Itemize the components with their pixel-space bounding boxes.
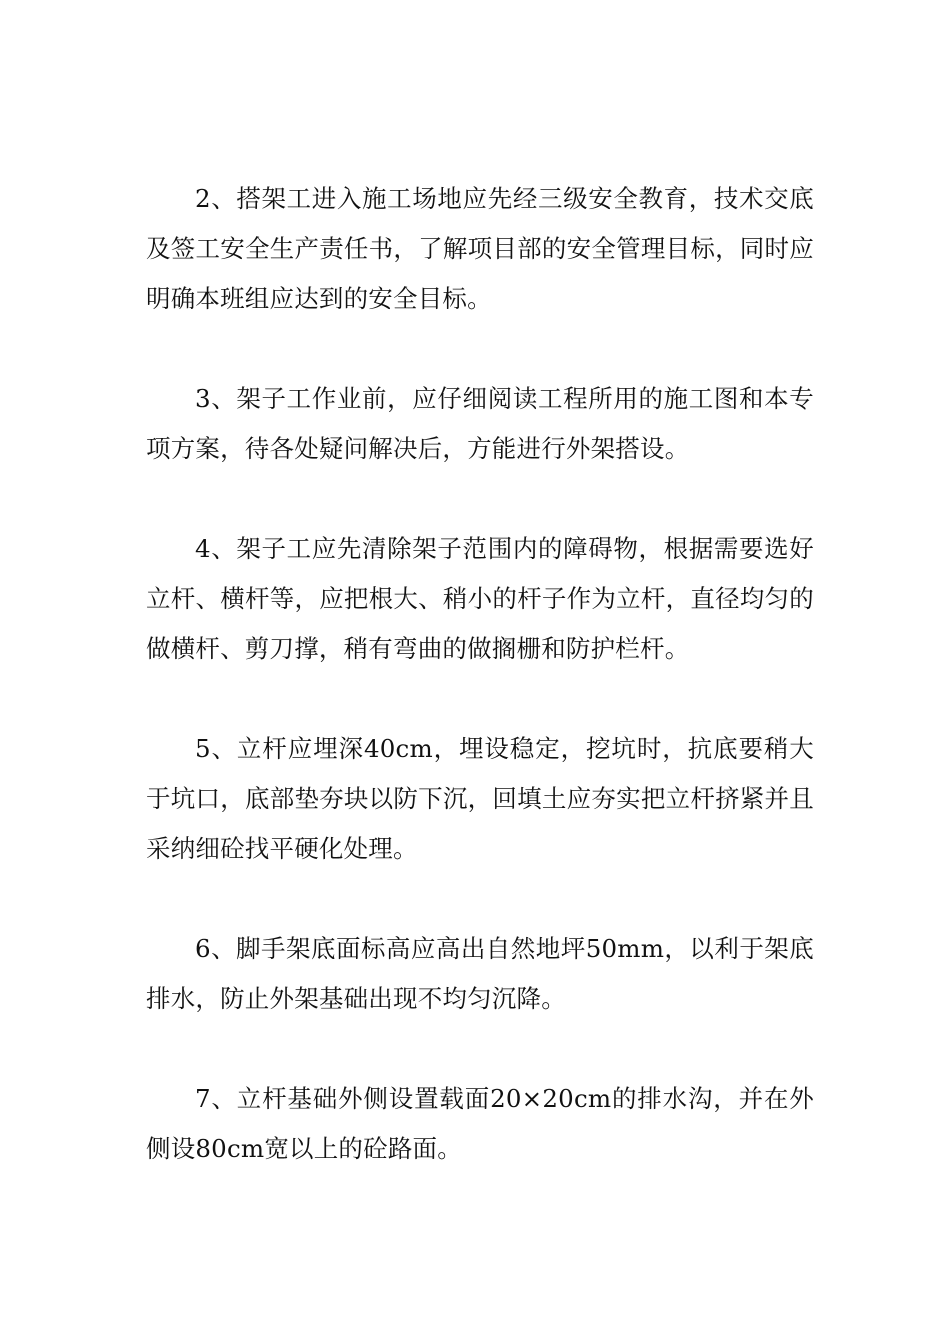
- paragraph-item-2: 2、搭架工进入施工场地应先经三级安全教育，技术交底及签工安全生产责任书，了解项目部的安全管理目标，同时应明确本班组应达到的安全目标。: [146, 184, 814, 313]
- paragraph-item-5: 5、立杆应埋深40cm，埋设稳定，挖坑时，抗底要稍大于坑口，底部垫夯块以防下沉，回填土应夯实把立杆挤紧并且采纳细砼找平硬化处理。: [146, 734, 814, 863]
- paragraph-item-7: 7、立杆基础外侧设置载面20×20cm的排水沟，并在外侧设80cm宽以上的砼路面。: [146, 1084, 814, 1163]
- paragraph-item-6: 6、脚手架底面标高应高出自然地坪50mm，以利于架底排水，防止外架基础出现不均匀沉降。: [146, 934, 814, 1013]
- paragraph-item-4: 4、架子工应先清除架子范围内的障碍物，根据需要选好立杆、横杆等，应把根大、稍小的杆子作为立杆，直径均匀的做横杆、剪刀撑，稍有弯曲的做搁栅和防护栏杆。: [146, 534, 814, 663]
- paragraph-item-3: 3、架子工作业前，应仔细阅读工程所用的施工图和本专项方案，待各处疑问解决后，方能进行外架搭设。: [146, 384, 814, 463]
